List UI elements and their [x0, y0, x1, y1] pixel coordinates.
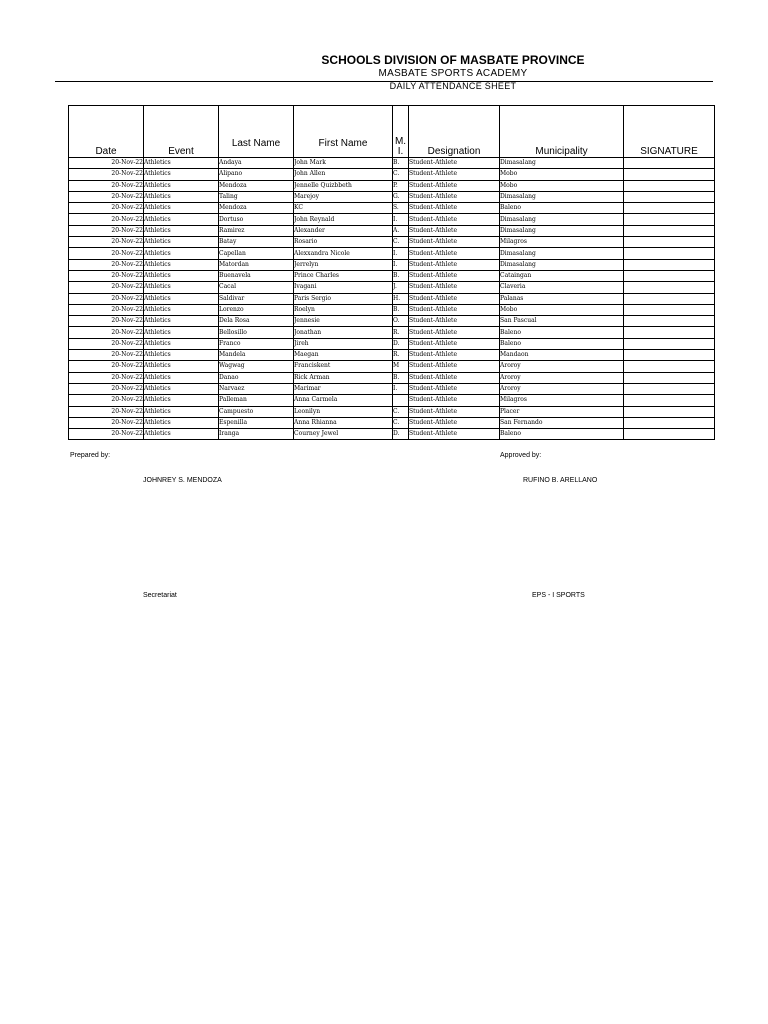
first-name-cell: Maegan [294, 350, 393, 361]
first-name-cell: Anna Carmela [294, 395, 393, 406]
municipality-cell: Aroroy [500, 372, 624, 383]
municipality-cell: Palanas [500, 293, 624, 304]
table-row [69, 406, 715, 417]
last-name-cell: Narvaez [219, 383, 294, 394]
municipality-cell: Milagros [500, 395, 624, 406]
event-cell: Athletics [144, 158, 219, 169]
signature-cell [624, 214, 715, 225]
municipality-cell: Dimasalang [500, 225, 624, 236]
municipality-cell: Dimasalang [500, 158, 624, 169]
date-cell: 20-Nov-22 [69, 282, 144, 293]
table-row [69, 191, 715, 202]
date-cell: 20-Nov-22 [69, 361, 144, 372]
municipality-cell: Baleno [500, 203, 624, 214]
first-name-cell: John Allen [294, 169, 393, 180]
date-cell: 20-Nov-22 [69, 338, 144, 349]
mi-cell: R. [393, 327, 409, 338]
date-cell: 20-Nov-22 [69, 383, 144, 394]
municipality-cell: Aroroy [500, 383, 624, 394]
municipality-cell: San Fernando [500, 417, 624, 428]
event-cell: Athletics [144, 372, 219, 383]
designation-cell: Student-Athlete [409, 293, 500, 304]
table-row [69, 259, 715, 270]
last-name-cell: Dela Rosa [219, 316, 294, 327]
signature-cell [624, 406, 715, 417]
event-cell: Athletics [144, 327, 219, 338]
event-cell: Athletics [144, 248, 219, 259]
table-row [69, 417, 715, 428]
date-cell: 20-Nov-22 [69, 350, 144, 361]
designation-cell: Student-Athlete [409, 282, 500, 293]
last-name-cell: Wagwag [219, 361, 294, 372]
designation-cell: Student-Athlete [409, 203, 500, 214]
page-title: SCHOOLS DIVISION OF MASBATE PROVINCE [321, 53, 585, 67]
table-row [69, 180, 715, 191]
event-cell: Athletics [144, 316, 219, 327]
mi-cell: I. [393, 214, 409, 225]
designation-cell: Student-Athlete [409, 304, 500, 315]
col-header-mi: M.I. [393, 106, 409, 158]
event-cell: Athletics [144, 214, 219, 225]
municipality-cell: Milagros [500, 237, 624, 248]
event-cell: Athletics [144, 429, 219, 440]
first-name-cell: Marejoy [294, 191, 393, 202]
table-row [69, 293, 715, 304]
signature-cell [624, 270, 715, 281]
first-name-cell: Prince Charles [294, 270, 393, 281]
first-name-cell: Alexxandra Nicole [294, 248, 393, 259]
signature-cell [624, 180, 715, 191]
signature-cell [624, 293, 715, 304]
date-cell: 20-Nov-22 [69, 158, 144, 169]
designation-cell: Student-Athlete [409, 191, 500, 202]
first-name-cell: Jonathan [294, 327, 393, 338]
signature-cell [624, 338, 715, 349]
last-name-cell: Mandela [219, 350, 294, 361]
col-header-designation: Designation [409, 106, 500, 158]
signature-cell [624, 158, 715, 169]
municipality-cell: Claveria [500, 282, 624, 293]
date-cell: 20-Nov-22 [69, 372, 144, 383]
table-row [69, 282, 715, 293]
designation-cell: Student-Athlete [409, 316, 500, 327]
designation-cell: Student-Athlete [409, 372, 500, 383]
signature-cell [624, 429, 715, 440]
signature-cell [624, 203, 715, 214]
academy-name: MASBATE SPORTS ACADEMY [378, 68, 528, 79]
event-cell: Athletics [144, 237, 219, 248]
municipality-cell: Dimasalang [500, 214, 624, 225]
designation-cell: Student-Athlete [409, 259, 500, 270]
signature-cell [624, 248, 715, 259]
last-name-cell: Andaya [219, 158, 294, 169]
table-row [69, 372, 715, 383]
date-cell: 20-Nov-22 [69, 248, 144, 259]
table-row [69, 327, 715, 338]
date-cell: 20-Nov-22 [69, 293, 144, 304]
first-name-cell: Marimar [294, 383, 393, 394]
mi-cell: B. [393, 158, 409, 169]
first-name-cell: Jerrelyn [294, 259, 393, 270]
mi-cell: M [393, 361, 409, 372]
table-row [69, 169, 715, 180]
last-name-cell: Campuesto [219, 406, 294, 417]
last-name-cell: Mendoza [219, 203, 294, 214]
table-row [69, 429, 715, 440]
date-cell: 20-Nov-22 [69, 191, 144, 202]
last-name-cell: Palleman [219, 395, 294, 406]
last-name-cell: Batay [219, 237, 294, 248]
last-name-cell: Matordan [219, 259, 294, 270]
date-cell: 20-Nov-22 [69, 406, 144, 417]
col-header-spacer [294, 106, 393, 123]
mi-cell: D. [393, 338, 409, 349]
first-name-cell: Ivagani [294, 282, 393, 293]
signature-cell [624, 169, 715, 180]
municipality-cell: San Pascual [500, 316, 624, 327]
table-row [69, 270, 715, 281]
date-cell: 20-Nov-22 [69, 169, 144, 180]
signature-cell [624, 316, 715, 327]
first-name-cell: John Reynald [294, 214, 393, 225]
mi-cell: G. [393, 191, 409, 202]
first-name-cell: Alexander [294, 225, 393, 236]
table-row [69, 225, 715, 236]
event-cell: Athletics [144, 293, 219, 304]
event-cell: Athletics [144, 338, 219, 349]
table-row [69, 361, 715, 372]
event-cell: Athletics [144, 191, 219, 202]
designation-cell: Student-Athlete [409, 406, 500, 417]
designation-cell: Student-Athlete [409, 270, 500, 281]
event-cell: Athletics [144, 361, 219, 372]
last-name-cell: Franco [219, 338, 294, 349]
first-name-cell: Paris Sergio [294, 293, 393, 304]
last-name-cell: Buenavela [219, 270, 294, 281]
signature-cell [624, 191, 715, 202]
attendance-table [68, 105, 715, 440]
municipality-cell: Baleno [500, 327, 624, 338]
table-row [69, 395, 715, 406]
first-name-cell: KC [294, 203, 393, 214]
first-name-cell: Leonilyn [294, 406, 393, 417]
mi-cell: O. [393, 316, 409, 327]
designation-cell: Student-Athlete [409, 225, 500, 236]
last-name-cell: Lorenzo [219, 304, 294, 315]
table-row [69, 214, 715, 225]
table-row [69, 304, 715, 315]
mi-cell: J. [393, 282, 409, 293]
last-name-cell: Espenilla [219, 417, 294, 428]
designation-cell: Student-Athlete [409, 361, 500, 372]
event-cell: Athletics [144, 350, 219, 361]
date-cell: 20-Nov-22 [69, 259, 144, 270]
last-name-cell: Dortuso [219, 214, 294, 225]
approved-by-position: EPS - I SPORTS [532, 592, 585, 599]
municipality-cell: Mobo [500, 169, 624, 180]
last-name-cell: Cacal [219, 282, 294, 293]
mi-cell: H. [393, 293, 409, 304]
first-name-cell: Franciskent [294, 361, 393, 372]
designation-cell: Student-Athlete [409, 158, 500, 169]
last-name-cell: Alipano [219, 169, 294, 180]
mi-cell: C. [393, 169, 409, 180]
designation-cell: Student-Athlete [409, 395, 500, 406]
table-row [69, 350, 715, 361]
municipality-cell: Dimasalang [500, 248, 624, 259]
signature-cell [624, 361, 715, 372]
mi-cell: C. [393, 406, 409, 417]
col-header-date: Date [69, 106, 144, 158]
signature-cell [624, 259, 715, 270]
designation-cell: Student-Athlete [409, 248, 500, 259]
event-cell: Athletics [144, 395, 219, 406]
event-cell: Athletics [144, 383, 219, 394]
approved-by-label: Approved by: [500, 452, 542, 459]
mi-cell: C. [393, 237, 409, 248]
designation-cell: Student-Athlete [409, 338, 500, 349]
event-cell: Athletics [144, 169, 219, 180]
first-name-cell: John Mark [294, 158, 393, 169]
municipality-cell: Mobo [500, 304, 624, 315]
table-row [69, 203, 715, 214]
date-cell: 20-Nov-22 [69, 270, 144, 281]
col-header-signature: SIGNATURE [624, 106, 715, 158]
last-name-cell: Ramirez [219, 225, 294, 236]
signature-cell [624, 383, 715, 394]
signature-cell [624, 395, 715, 406]
last-name-cell: Taling [219, 191, 294, 202]
mi-cell: P. [393, 180, 409, 191]
table-row [69, 237, 715, 248]
first-name-cell: Courney Jewel [294, 429, 393, 440]
date-cell: 20-Nov-22 [69, 180, 144, 191]
event-cell: Athletics [144, 225, 219, 236]
col-header-spacer [219, 106, 294, 123]
event-cell: Athletics [144, 417, 219, 428]
designation-cell: Student-Athlete [409, 180, 500, 191]
mi-cell: C. [393, 417, 409, 428]
table-row [69, 338, 715, 349]
designation-cell: Student-Athlete [409, 383, 500, 394]
municipality-cell: Mobo [500, 180, 624, 191]
municipality-cell: Baleno [500, 429, 624, 440]
date-cell: 20-Nov-22 [69, 316, 144, 327]
prepared-by-position: Secretariat [143, 592, 177, 599]
signature-cell [624, 304, 715, 315]
mi-cell: R. [393, 350, 409, 361]
designation-cell: Student-Athlete [409, 327, 500, 338]
table-row [69, 383, 715, 394]
first-name-cell: Jennesie [294, 316, 393, 327]
date-cell: 20-Nov-22 [69, 327, 144, 338]
first-name-cell: Jireh [294, 338, 393, 349]
first-name-cell: Rick Arman [294, 372, 393, 383]
designation-cell: Student-Athlete [409, 429, 500, 440]
mi-cell: A. [393, 225, 409, 236]
last-name-cell: Saldivar [219, 293, 294, 304]
prepared-by-name: JOHNREY S. MENDOZA [143, 477, 222, 484]
municipality-cell: Placer [500, 406, 624, 417]
table-row [69, 248, 715, 259]
municipality-cell: Mandaon [500, 350, 624, 361]
municipality-cell: Baleno [500, 338, 624, 349]
col-header-municipality: Municipality [500, 106, 624, 158]
event-cell: Athletics [144, 203, 219, 214]
first-name-cell: Anna Rhianna [294, 417, 393, 428]
sheet-title: DAILY ATTENDANCE SHEET [389, 81, 517, 91]
last-name-cell: Capellan [219, 248, 294, 259]
col-header-first-name: First Name [294, 122, 393, 158]
municipality-cell: Aroroy [500, 361, 624, 372]
mi-cell: S. [393, 203, 409, 214]
signature-cell [624, 327, 715, 338]
municipality-cell: Dimasalang [500, 259, 624, 270]
municipality-cell: Cataingan [500, 270, 624, 281]
date-cell: 20-Nov-22 [69, 304, 144, 315]
mi-cell: B. [393, 270, 409, 281]
signature-cell [624, 372, 715, 383]
event-cell: Athletics [144, 180, 219, 191]
table-row [69, 316, 715, 327]
first-name-cell: Roelyn [294, 304, 393, 315]
designation-cell: Student-Athlete [409, 214, 500, 225]
date-cell: 20-Nov-22 [69, 203, 144, 214]
event-cell: Athletics [144, 282, 219, 293]
signature-cell [624, 350, 715, 361]
event-cell: Athletics [144, 259, 219, 270]
date-cell: 20-Nov-22 [69, 417, 144, 428]
first-name-cell: Jennelle Quizbbeth [294, 180, 393, 191]
signature-cell [624, 237, 715, 248]
mi-cell: D. [393, 429, 409, 440]
date-cell: 20-Nov-22 [69, 237, 144, 248]
mi-cell [393, 395, 409, 406]
date-cell: 20-Nov-22 [69, 395, 144, 406]
last-name-cell: Danao [219, 372, 294, 383]
prepared-by-label: Prepared by: [70, 452, 111, 459]
date-cell: 20-Nov-22 [69, 429, 144, 440]
designation-cell: Student-Athlete [409, 417, 500, 428]
col-header-event: Event [144, 106, 219, 158]
municipality-cell: Dimasalang [500, 191, 624, 202]
mi-cell: B. [393, 304, 409, 315]
mi-cell: I. [393, 248, 409, 259]
designation-cell: Student-Athlete [409, 237, 500, 248]
event-cell: Athletics [144, 270, 219, 281]
signature-cell [624, 282, 715, 293]
last-name-cell: Iranga [219, 429, 294, 440]
attendance-rows [69, 158, 715, 440]
table-row [69, 158, 715, 169]
col-header-last-name: Last Name [219, 122, 294, 158]
mi-cell: B. [393, 372, 409, 383]
mi-cell: I. [393, 259, 409, 270]
approved-by-name: RUFINO B. ARELLANO [523, 477, 598, 484]
event-cell: Athletics [144, 304, 219, 315]
signature-cell [624, 225, 715, 236]
last-name-cell: Bellosillo [219, 327, 294, 338]
date-cell: 20-Nov-22 [69, 214, 144, 225]
designation-cell: Student-Athlete [409, 350, 500, 361]
event-cell: Athletics [144, 406, 219, 417]
date-cell: 20-Nov-22 [69, 225, 144, 236]
mi-cell: I. [393, 383, 409, 394]
first-name-cell: Rosario [294, 237, 393, 248]
last-name-cell: Mendoza [219, 180, 294, 191]
signature-cell [624, 417, 715, 428]
designation-cell: Student-Athlete [409, 169, 500, 180]
